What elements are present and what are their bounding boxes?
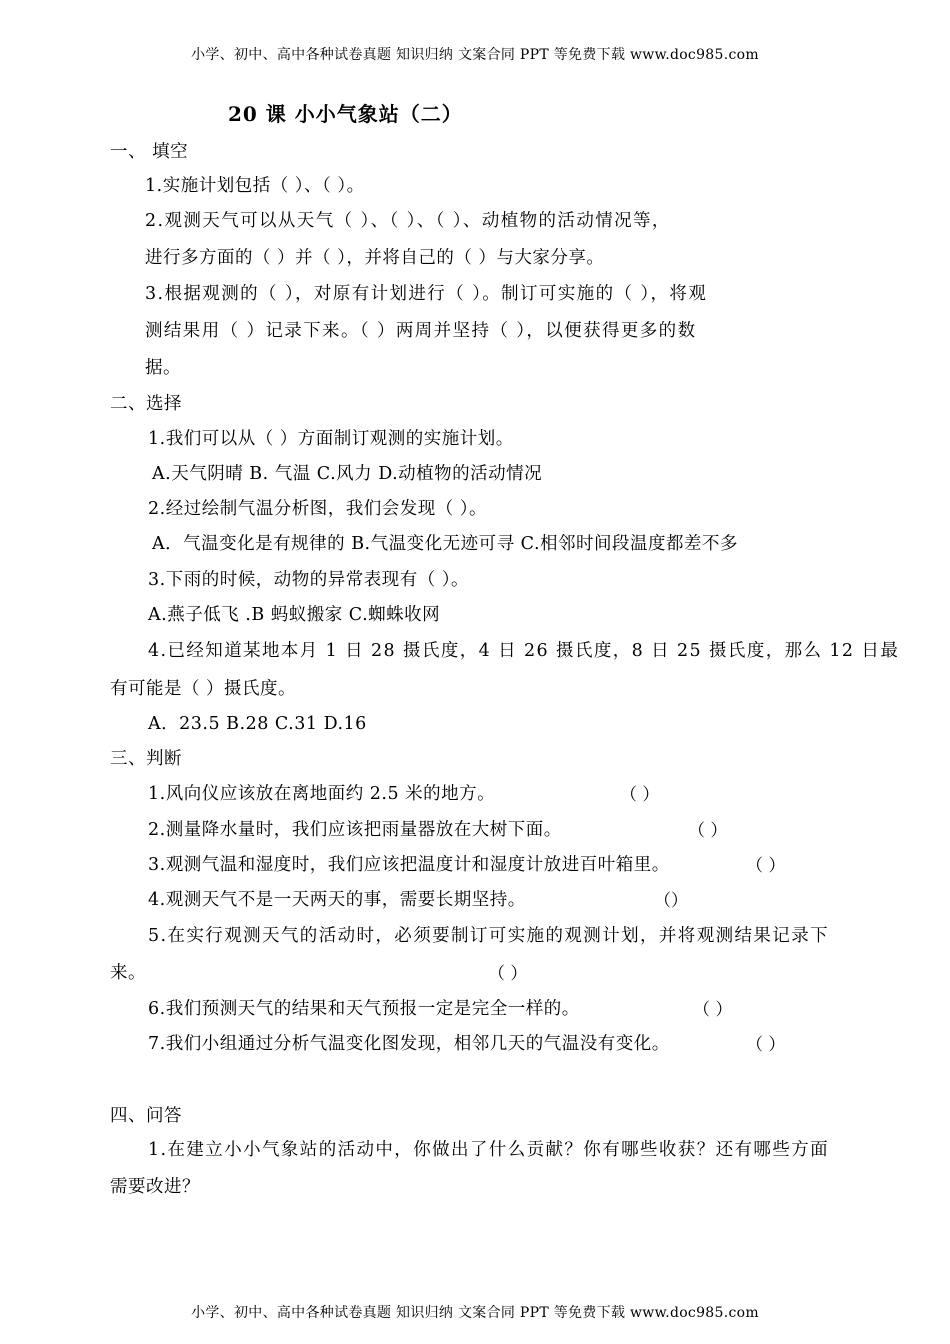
- section2-heading: 二、选择: [110, 394, 182, 414]
- fill-q3-line3: 据。: [145, 358, 181, 378]
- judge-item-5: 5.在实行观测天气的活动时，必须要制订可实施的观测计划，并将观测结果记录下: [148, 926, 829, 946]
- fill-q1: 1.实施计划包括（ ）、（ ）。: [145, 176, 365, 196]
- choice-q2-options: A．气温变化是有规律的 B.气温变化无迹可寻 C.相邻时间段温度都差不多: [152, 534, 739, 554]
- judge-item-5-line2: 来。: [110, 963, 146, 983]
- judge-mark-3: （ ）: [746, 856, 786, 876]
- choice-q4-line2: 有可能是（ ）摄氏度。: [110, 679, 297, 699]
- section1-heading: 一、 填空: [110, 142, 189, 162]
- qa-q1-line2: 需要改进？: [110, 1177, 200, 1197]
- section3-heading: 三、判断: [110, 749, 182, 769]
- judge-mark-6: （ ）: [693, 1000, 733, 1020]
- choice-q3: 3.下雨的时候，动物的异常表现有（ ）。: [148, 570, 470, 590]
- page-title: 20 课 小小气象站（二）: [228, 102, 463, 126]
- judge-mark-2: （ ）: [688, 821, 728, 841]
- fill-q3-line1: 3.根据观测的（ ），对原有计划进行（ ）。制订可实施的（ ），将观: [145, 284, 708, 304]
- page-header: 小学、初中、高中各种试卷真题 知识归纳 文案合同 PPT 等免费下载 www.doc985.com: [191, 47, 759, 63]
- fill-q2-line1: 2.观测天气可以从天气（ ）、（ ）、（ ）、动植物的活动情况等，: [145, 211, 671, 231]
- choice-q3-options: A.燕子低飞 .B 蚂蚁搬家 C.蜘蛛收网: [148, 605, 441, 625]
- choice-q4-line1: 4.已经知道某地本月 1 日 28 摄氏度，4 日 26 摄氏度，8 日 25 摄氏度，那么 12 日最: [148, 641, 900, 661]
- choice-q4-options: A．23.5 B.28 C.31 D.16: [148, 714, 367, 734]
- judge-item-4: 4.观测天气不是一天两天的事，需要长期坚持。: [148, 890, 526, 910]
- judge-item-2: 2.测量降水量时，我们应该把雨量器放在大树下面。: [148, 820, 562, 840]
- judge-item-7: 7.我们小组通过分析气温变化图发现，相邻几天的气温没有变化。: [148, 1034, 670, 1054]
- fill-q2-line2: 进行多方面的（ ）并（ ），并将自己的（ ）与大家分享。: [145, 248, 605, 268]
- qa-q1-line1: 1.在建立小小气象站的活动中，你做出了什么贡献？你有哪些收获？还有哪些方面: [148, 1140, 829, 1160]
- fill-q3-line2: 测结果用（ ）记录下来。（ ）两周并坚持（ ），以便获得更多的数: [145, 321, 697, 341]
- choice-q2: 2.经过绘制气温分析图，我们会发现（ ）。: [148, 499, 488, 519]
- judge-mark-1: （ ）: [620, 785, 660, 805]
- judge-item-6: 6.我们预测天气的结果和天气预报一定是完全一样的。: [148, 999, 580, 1019]
- judge-item-1: 1.风向仪应该放在离地面约 2.5 米的地方。: [148, 784, 496, 804]
- judge-mark-5: （ ）: [488, 964, 528, 984]
- choice-q1-options: A.天气阴晴 B. 气温 C.风力 D.动植物的活动情况: [152, 464, 543, 484]
- judge-mark-7: （ ）: [746, 1035, 786, 1055]
- choice-q1: 1.我们可以从（ ）方面制订观测的实施计划。: [148, 429, 514, 449]
- judge-item-3: 3.观测气温和湿度时，我们应该把温度计和湿度计放进百叶箱里。: [148, 855, 670, 875]
- page-footer: 小学、初中、高中各种试卷真题 知识归纳 文案合同 PPT 等免费下载 www.doc985.com: [191, 1305, 759, 1321]
- section4-heading: 四、问答: [110, 1106, 182, 1126]
- judge-mark-4: （）: [654, 891, 688, 911]
